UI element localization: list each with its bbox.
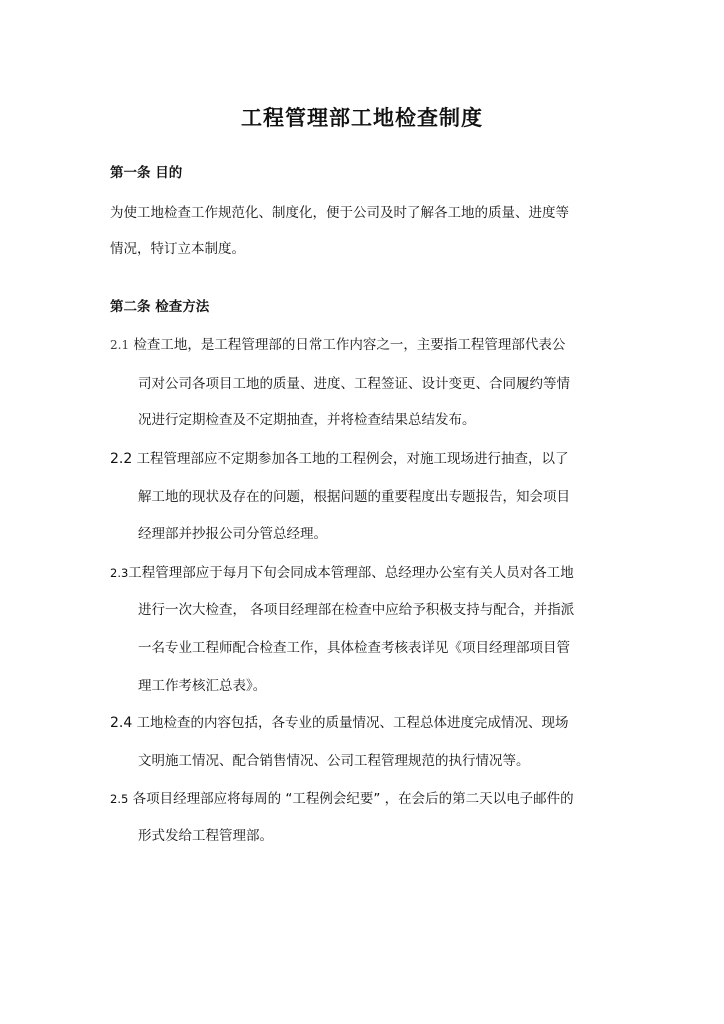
document-title: 工程管理部工地检查制度 [241,106,483,130]
item-text: 工程管理部应于每月下旬会同成本管理部、总经理办公室有关人员对各工地 [128,565,574,581]
item-number: 2.5 [110,792,129,806]
item-2-2-first-line [110,449,569,469]
item-2-5-first-line [110,789,574,809]
item-2-3-line-3: 一名专业工程师配合检查工作，具体检查考核表详见《项目经理部项目管 [138,640,570,656]
item-2-1-line-3: 况进行定期检查及不定期抽查，并将检查结果总结发布。 [138,412,476,428]
item-2-3-line-2: 进行一次大检查， 各项目经理部在检查中应给予积极支持与配合，并指派 [138,602,575,618]
item-2-3-line-4: 理工作考核汇总表》。 [138,678,267,694]
item-2-3-first-line [110,563,574,583]
item-number: 2.1 [110,338,130,352]
section-1-line-2: 情况，特订立本制度。 [110,241,245,257]
item-2-2-line-3: 经理部并抄报公司分管总经理。 [138,526,327,542]
item-2-1-first-line [110,335,565,355]
item-text: 工地检查的内容包括，各专业的质量情况、工程总体进度完成情况、现场 [136,715,569,731]
item-number: 2.2 [110,451,133,467]
section-1-heading: 第一条 目的 [110,165,183,181]
item-text: 工程管理部应不定期参加各工地的工程例会，对施工现场进行抽查，以了 [136,451,569,467]
section-2-heading: 第二条 检查方法 [110,299,210,315]
item-text: 检查工地，是工程管理部的日常工作内容之一，主要指工程管理部代表公 [133,337,566,353]
item-number: 2.4 [110,715,133,731]
item-2-4-first-line [110,713,569,733]
section-1-line-1: 为使工地检查工作规范化、制度化，便于公司及时了解各工地的质量、进度等 [110,205,569,221]
item-2-2-line-2: 解工地的现状及存在的问题，根据问题的重要程度出专题报告，知会项目 [138,489,570,505]
item-2-4-line-2: 文明施工情况、配合销售情况、公司工程管理规范的执行情况等。 [138,753,530,769]
item-2-5-line-2: 形式发给工程管理部。 [138,828,273,844]
item-2-1-line-2: 司对公司各项目工地的质量、进度、工程签证、设计变更、合同履约等情 [138,376,570,392]
item-text: 各项目经理部应将每周的 “工程例会纪要” ，在会后的第二天以电子邮件的 [132,791,574,807]
item-number: 2.3 [110,566,129,580]
